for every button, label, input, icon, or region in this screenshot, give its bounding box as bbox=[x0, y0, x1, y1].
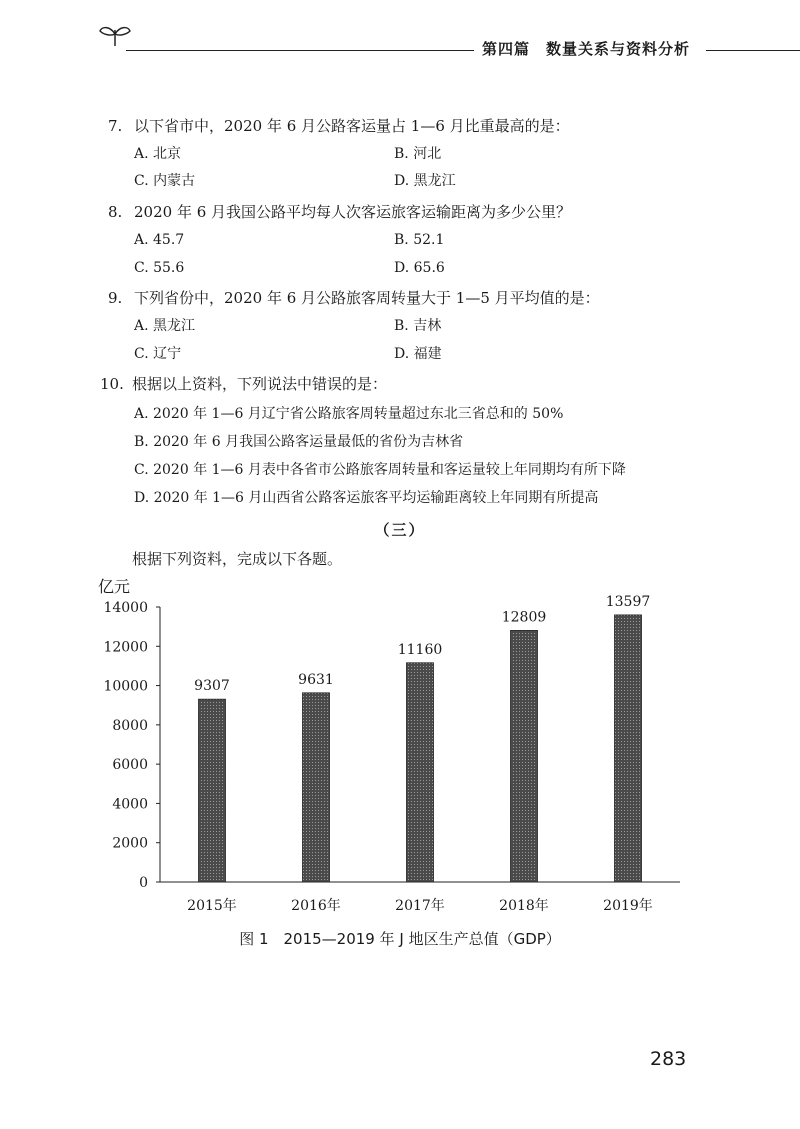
y-tick-label: 6000 bbox=[112, 757, 148, 774]
header-rule-right bbox=[706, 50, 800, 51]
option-b: B. 52.1 bbox=[394, 232, 445, 248]
question-9: 9. 下列省份中，2020 年 6 月公路旅客周转量大于 1—5 月平均值的是： bbox=[108, 289, 600, 307]
y-tick-label: 4000 bbox=[112, 796, 148, 813]
data-label: 13597 bbox=[605, 593, 651, 610]
section-intro: 根据下列资料，完成以下各题。 bbox=[132, 550, 343, 568]
y-axis-label: 亿元 bbox=[98, 577, 131, 596]
sprout-icon bbox=[98, 22, 132, 48]
x-tick-label: 2016年 bbox=[291, 898, 341, 914]
question-7: 7. 以下省市中，2020 年 6 月公路客运量占 1—6 月比重最高的是： bbox=[108, 117, 570, 135]
option-a: A. 2020 年 1—6 月辽宁省公路旅客周转量超过东北三省总和的 50% bbox=[134, 406, 564, 422]
y-tick-label: 8000 bbox=[112, 717, 148, 734]
gdp-bar-chart bbox=[90, 570, 690, 920]
question-text: 下列省份中，2020 年 6 月公路旅客周转量大于 1—5 月平均值的是： bbox=[134, 289, 600, 307]
chart-caption: 图 1 2015—2019 年 J 地区生产总值（GDP） bbox=[239, 930, 561, 948]
option-b: B. 河北 bbox=[394, 146, 442, 162]
option-d: D. 2020 年 1—6 月山西省公路客运旅客平均运输距离较上年同期有所提高 bbox=[134, 490, 599, 506]
option-d: D. 福建 bbox=[394, 346, 442, 362]
question-text: 根据以上资料，下列说法中错误的是： bbox=[132, 375, 388, 393]
bar-2017年 bbox=[407, 663, 434, 882]
bar-2018年 bbox=[511, 630, 538, 882]
option-c: C. 55.6 bbox=[134, 260, 185, 276]
option-c: C. 内蒙古 bbox=[134, 173, 196, 189]
bar-2019年 bbox=[615, 615, 642, 882]
option-d: D. 黑龙江 bbox=[394, 173, 456, 189]
x-tick-label: 2015年 bbox=[187, 898, 237, 914]
bar-2015年 bbox=[199, 699, 226, 882]
chart-marks bbox=[103, 594, 680, 914]
y-tick-label: 14000 bbox=[103, 600, 148, 616]
option-a: A. 黑龙江 bbox=[134, 318, 196, 334]
x-tick-label: 2019年 bbox=[603, 898, 653, 914]
y-tick-label: 10000 bbox=[103, 678, 148, 695]
y-tick-label: 12000 bbox=[103, 639, 148, 656]
section-title: （三） bbox=[374, 521, 426, 539]
page-header bbox=[0, 0, 800, 70]
page-number: 283 bbox=[650, 1048, 687, 1070]
option-a: A. 45.7 bbox=[134, 232, 185, 248]
bar-2016年 bbox=[303, 693, 330, 882]
option-a: A. 北京 bbox=[134, 146, 182, 162]
option-b: B. 2020 年 6 月我国公路客运量最低的省份为吉林省 bbox=[134, 434, 464, 450]
option-c: C. 辽宁 bbox=[134, 346, 182, 362]
header-rule-left bbox=[126, 50, 474, 51]
y-tick-label: 0 bbox=[139, 875, 148, 891]
data-label: 11160 bbox=[397, 641, 443, 658]
question-text: 2020 年 6 月我国公路平均每人次客运旅客运输距离为多少公里？ bbox=[134, 203, 572, 221]
chapter-title: 第四篇 数量关系与资料分析 bbox=[482, 40, 691, 58]
x-tick-label: 2017年 bbox=[395, 898, 445, 914]
data-label: 12809 bbox=[501, 609, 547, 626]
data-label: 9307 bbox=[194, 678, 230, 695]
question-text: 以下省市中，2020 年 6 月公路客运量占 1—6 月比重最高的是： bbox=[134, 117, 570, 135]
option-b: B. 吉林 bbox=[394, 318, 442, 334]
data-label: 9631 bbox=[298, 671, 334, 688]
y-tick-label: 2000 bbox=[112, 835, 148, 852]
x-tick-label: 2018年 bbox=[499, 898, 549, 914]
question-8: 8. 2020 年 6 月我国公路平均每人次客运旅客运输距离为多少公里？ bbox=[108, 203, 572, 221]
option-d: D. 65.6 bbox=[394, 260, 445, 276]
question-10: 10. 根据以上资料，下列说法中错误的是： bbox=[100, 375, 388, 393]
option-c: C. 2020 年 1—6 月表中各省市公路旅客周转量和客运量较上年同期均有所下降 bbox=[134, 462, 626, 478]
